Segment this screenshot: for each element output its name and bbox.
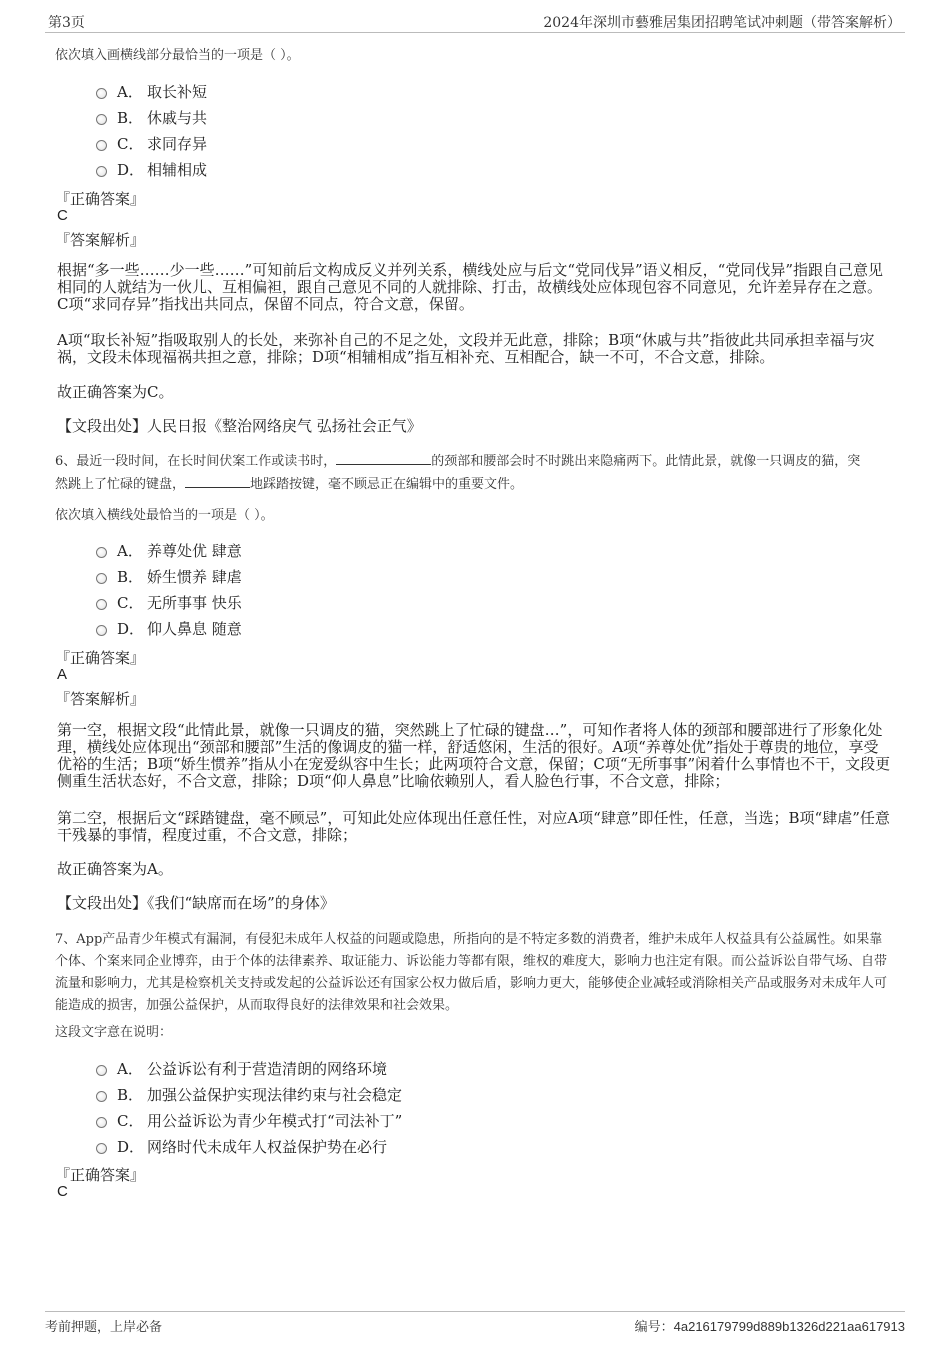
q5-answer: C [57,207,68,224]
q7-prompt: 这段文字意在说明： [55,1025,173,1040]
option-letter: A． [117,82,143,101]
radio-icon[interactable] [96,88,107,99]
q5-analysis-conclusion: 故正确答案为C。 [57,383,174,401]
option-letter: C． [117,134,144,153]
page-number: 第3页 [48,15,85,31]
q6-answer-label: 『正确答案』 [55,649,146,667]
q6-stem: 6、最近一段时间，在长时间伏案工作或读书时， 的颈部和腰部会时不时跳出来隐痛两下。此情此景，就像一只调皮的猫，突 然跳上了忙碌的键盘， 地踩踏按键，毫不顾忌正在编辑中的重要文件。 [55,450,895,496]
radio-icon[interactable] [96,1091,107,1102]
q6-option-a[interactable] [96,539,242,561]
q6-analysis-label: 『答案解析』 [55,690,146,708]
q7-option-d[interactable] [96,1135,387,1157]
q6-option-c[interactable] [96,591,242,613]
option-text: 取长补短 [147,82,208,101]
option-text: 相辅相成 [147,160,208,179]
q6-source: 【文段出处】《我们“缺席而在场”的身体》 [57,894,335,912]
q6-analysis-paragraph: 第二空，根据后文“踩踏键盘，毫不顾忌”，可知此处应体现出任意任性，对应A项“肆意”即任性，任意，当选；B项“肆虐”任意干残暴的事情，程度过重，不合文意，排除； [57,809,890,844]
option-text: 网络时代未成年人权益保护势在必行 [147,1137,388,1156]
q5-option-c[interactable] [96,132,207,154]
q7-stem: 7、App产品青少年模式有漏洞，有侵犯未成年人权益的问题或隐患，所指向的是不特定多数的消费者，维护未成年人权益具有公益属性。如果靠个体、个案来同企业博弈，由于个体的法律素养、取证能力、诉讼能力等都有限，维权的难度大，影响力也注定有限。而公益诉讼自带气场、自带流量和影响力，尤其是检察机关支持或发起的公益诉讼还有国家公权力做后盾，影响力更大，能够使企业减轻或消除相关产品或服务对未成年人可能造成的损害，加强公益保护，从而取得良好的法律效果和社会效果。 [55,932,888,1013]
q7-option-a[interactable] [96,1057,387,1079]
q7-answer: C [57,1183,68,1200]
option-letter: A． [117,1059,143,1078]
page-header [45,8,905,33]
option-text: 休戚与共 [147,108,208,127]
option-letter: A． [117,541,143,560]
q5-option-a[interactable] [96,80,207,102]
option-text: 用公益诉讼为青少年模式打“司法补丁” [147,1111,403,1130]
q7-option-b[interactable] [96,1083,402,1105]
radio-icon[interactable] [96,166,107,177]
q6-option-b[interactable] [96,565,242,587]
option-letter: B． [117,567,144,586]
q5-option-b[interactable] [96,106,207,128]
option-text: 公益诉讼有利于营造清朗的网络环境 [147,1059,388,1078]
option-letter: D． [117,619,145,638]
option-text: 无所事事 快乐 [147,593,242,612]
q5-source: 【文段出处】人民日报《整治网络戾气 弘扬社会正气》 [57,417,422,435]
option-text: 仰人鼻息 随意 [147,619,242,638]
radio-icon[interactable] [96,625,107,636]
q5-answer-label: 『正确答案』 [55,190,146,208]
q5-option-d[interactable] [96,158,207,180]
radio-icon[interactable] [96,1117,107,1128]
q5-prompt: 依次填入画横线部分最恰当的一项是（ ）。 [55,48,300,63]
option-text: 娇生惯养 肆虐 [147,567,242,586]
blank-line [336,450,431,465]
option-letter: B． [117,108,144,127]
radio-icon[interactable] [96,114,107,125]
document-code: 编号：4a216179799d889b1326d221aa617913 [634,1319,905,1335]
q5-analysis-label: 『答案解析』 [55,231,146,249]
radio-icon[interactable] [96,140,107,151]
radio-icon[interactable] [96,573,107,584]
option-letter: D． [117,1137,145,1156]
radio-icon[interactable] [96,1065,107,1076]
radio-icon[interactable] [96,599,107,610]
q6-analysis-paragraph: 第一空，根据文段“此情此景，就像一只调皮的猫，突然跳上了忙碌的键盘…”，可知作者将人体的颈部和腰部进行了形象化处理，横线处应体现出“颈部和腰部”生活的像调皮的猫一样，舒适悠闲，生活的很好。A项“养尊处优”指处于尊贵的地位，享受优裕的生活；B项“娇生惯养”指从小在宠爱纵容中生长；此两项符合文意，保留；C项“无所事事”闲着什么事情也不干，文段更侧重生活状态好，不合文意，排除；D项“仰人鼻息”比喻依赖别人，看人脸色行事，不合文意，排除； [57,721,891,790]
q7-option-c[interactable] [96,1109,402,1131]
q5-analysis-paragraph: 根据“多一些……少一些……”可知前后文构成反义并列关系，横线处应与后文“党同伐异”语义相反，“党同伐异”指跟自己意见相同的人就结为一伙儿、互相偏袒，跟自己意见不同的人就排除、打击，故横线处应体现包容不同意见，允许差异存在之意。C项“求同存异”指找出共同点，保留不同点，符合文意，保留。 [57,261,884,313]
q5-analysis-paragraph: A项“取长补短”指吸取别人的长处，来弥补自己的不足之处，文段并无此意，排除；B项“休戚与共”指彼此共同承担幸福与灾祸，文段未体现福祸共担之意，排除；D项“相辅相成”指互相补充、互相配合，缺一不可，不合文意，排除。 [57,331,875,366]
radio-icon[interactable] [96,547,107,558]
q6-prompt: 依次填入横线处最恰当的一项是（ ）。 [55,508,274,523]
option-text: 加强公益保护实现法律约束与社会稳定 [147,1085,403,1104]
q6-answer: A [57,666,68,683]
blank-line [185,473,250,488]
option-letter: C． [117,1111,144,1130]
option-text: 养尊处优 肆意 [147,541,242,560]
document-title: 2024年深圳市藝雅居集团招聘笔试冲刺题（带答案解析） [543,15,901,31]
option-letter: D． [117,160,145,179]
q6-option-d[interactable] [96,617,242,639]
option-letter: C． [117,593,144,612]
option-letter: B． [117,1085,144,1104]
radio-icon[interactable] [96,1143,107,1154]
option-text: 求同存异 [147,134,208,153]
q6-analysis-conclusion: 故正确答案为A。 [57,860,173,878]
footer-slogan: 考前押题，上岸必备 [45,1320,163,1335]
page-footer [45,1311,905,1342]
q7-answer-label: 『正确答案』 [55,1166,146,1184]
